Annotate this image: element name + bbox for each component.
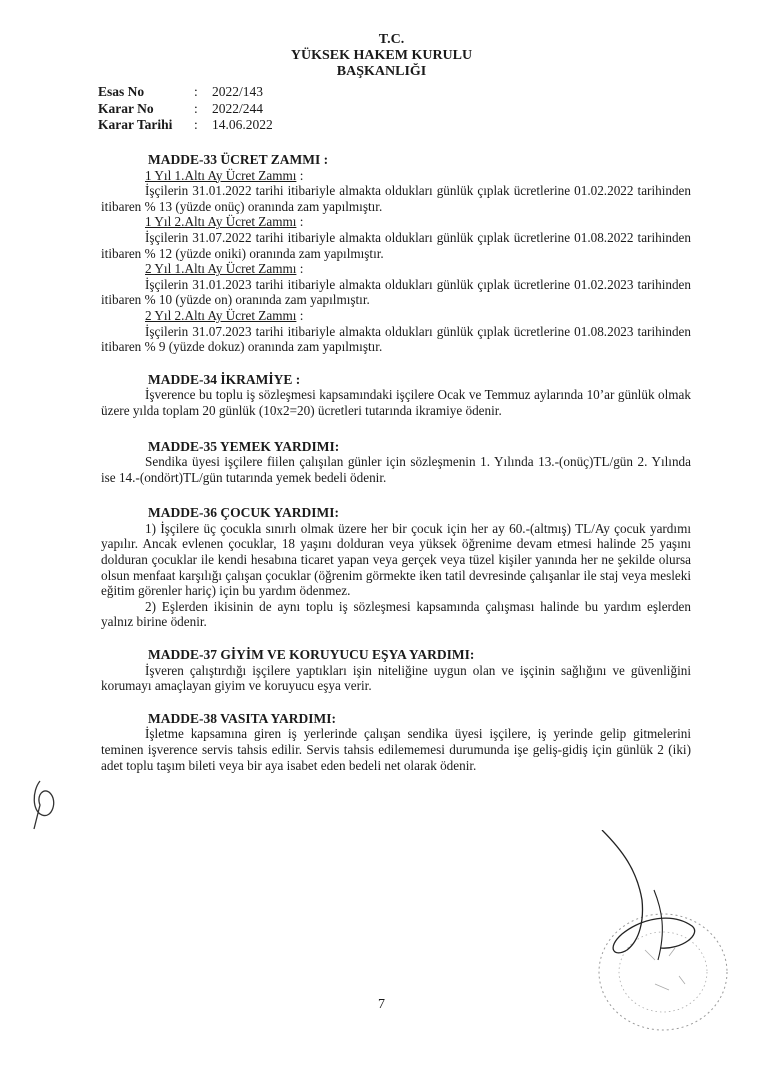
- article-33-sub-2-text: İşçilerin 31.07.2022 tarihi itibariyle almakta oldukları günlük çıplak ücretlerine 01.08.2022 tarihinden itibaren % 12 (yüzde oniki) oranında zam yapılmıştır.: [101, 229, 691, 261]
- margin-initials-signature: [26, 775, 66, 835]
- case-info: [98, 84, 273, 134]
- case-info-value: 14.06.2022: [212, 117, 273, 132]
- article-34-text: İşverence bu toplu iş sözleşmesi kapsamındaki işçilere Ocak ve Temmuz aylarında 10’ar günlük olmak üzere yılda toplam 20 günlük (10x2=20) ücretleri tutarında ikramiye ödenir.: [101, 387, 691, 418]
- case-info-value: 2022/244: [212, 100, 264, 116]
- case-info-key: Esas No: [98, 84, 145, 99]
- article-36-para-1: 1) İşçilere üç çocukla sınırlı olmak üzere her bir çocuk için her ay 60.-(altmış) TL/Ay çocuk yardımı yapılır. Ancak evlenen çocuklar, 18 yaşını dolduran veya yüksek öğrenime devam etmesi halinde 25 yaşını dolduran çocuklar ile kendi hesabına ticaret yapan veya gerçek veya tüzel kişiler yanında her ne şekilde olursa olsun menfaat karşılığı çalışan çocuklar (öğrenim görmekte iken tatil devresinde çalışanlar ile staj veya mesleki eğitim görenler hariç) için bu yardım ödenmez.: [101, 520, 691, 599]
- article-35-text: Sendika üyesi işçilere fiilen çalışılan günler için sözleşmenin 1. Yılında 13.-(onüç)TL/gün 2. Yılında ise 14.-(ondört)TL/gün tutarında yemek bedeli ödenir.: [101, 454, 691, 485]
- case-info-row: Esas No : 2022/143: [98, 84, 264, 99]
- signature: [582, 830, 752, 1040]
- case-info-value: 2022/143: [212, 84, 264, 99]
- case-info-key: Karar Tarihi: [98, 117, 173, 132]
- header-department: BAŞKANLIĞI: [336, 64, 427, 79]
- article-33-sub-3-text: İşçilerin 31.01.2023 tarihi itibariyle almakta oldukları günlük çıplak ücretlerine 01.02.2023 tarihinden itibaren % 10 (yüzde on) oranında zam yapılmıştır.: [101, 276, 691, 308]
- document-header: [0, 32, 763, 80]
- case-info-row: Karar No : 2022/244: [98, 100, 264, 116]
- article-33-title: MADDE-33 ÜCRET ZAMMI :: [148, 152, 329, 167]
- article-33-sub-1-text: İşçilerin 31.01.2022 tarihi itibariyle almakta oldukları günlük çıplak ücretlerine 01.02.2022 tarihinden itibaren % 13 (yüzde onüç) oranında zam yapılmıştır.: [101, 183, 691, 214]
- article-33-sub-4-text: İşçilerin 31.07.2023 tarihi itibariyle almakta oldukları günlük çıplak ücretlerine 01.08.2023 tarihinden itibaren % 9 (yüzde dokuz) oranında zam yapılmıştır.: [101, 323, 691, 355]
- article-36-para-2: 2) Eşlerden ikisinin de aynı toplu iş sözleşmesi kapsamında çalışması halinde bu yardım eşlerden yalnız birine ödenir.: [101, 598, 691, 630]
- article-33-sub-1-label: 1 Yıl 1.Altı Ay Ücret Zammı :: [145, 167, 304, 183]
- article-35-title: MADDE-35 YEMEK YARDIMI:: [148, 438, 340, 454]
- article-37-title: MADDE-37 GİYİM VE KORUYUCU EŞYA YARDIMI:: [148, 647, 475, 663]
- case-info-row: Karar Tarihi : 14.06.2022: [98, 117, 273, 132]
- article-37-text: İşveren çalıştırdığı işçilere yaptıkları işin niteliğine uygun olan ve işçinin sağlığını ve güvenliğini korumayı amaçlayan giyim ve koruyucu eşya verir.: [101, 662, 691, 694]
- article-34-title: MADDE-34 İKRAMİYE :: [148, 371, 301, 387]
- article-33-sub-2-label: 1 Yıl 2.Altı Ay Ücret Zammı :: [145, 214, 304, 230]
- article-38-title: MADDE-38 VASITA YARDIMI:: [148, 710, 337, 726]
- header-tc: T.C.: [378, 32, 405, 47]
- article-33-sub-4-label: 2 Yıl 2.Altı Ay Ücret Zammı :: [145, 307, 304, 323]
- header-institution: YÜKSEK HAKEM KURULU: [290, 48, 473, 63]
- page-number: 7: [378, 997, 385, 1012]
- case-info-key: Karar No: [98, 100, 154, 116]
- article-33-sub-3-label: 2 Yıl 1.Altı Ay Ücret Zammı :: [145, 261, 304, 277]
- document-body: [101, 152, 691, 773]
- article-36-title: MADDE-36 ÇOCUK YARDIMI:: [148, 505, 339, 521]
- article-38-text: İşletme kapsamına giren iş yerlerinde çalışan sendika üyesi işçilere, iş yerinde gelip gitmelerini teminen işverence servis tahsis edilir. Servis tahsis edilememesi durumunda işe geliş-gidiş için günlük 2 (iki) adet toplu taşım bileti veya bir aya isabet eden bedeli net olarak ödenir.: [101, 726, 691, 773]
